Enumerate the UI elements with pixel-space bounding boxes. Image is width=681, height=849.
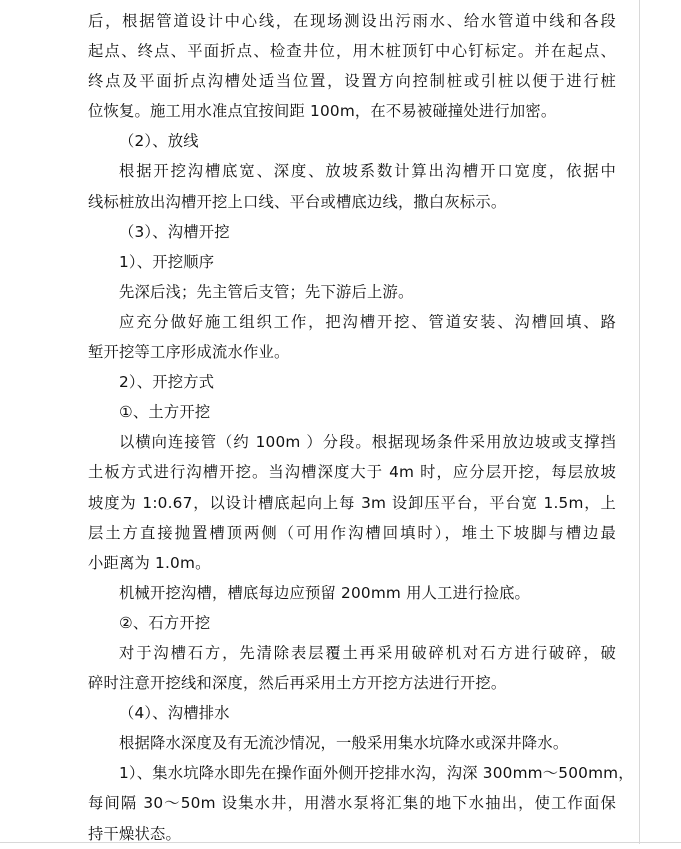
paragraph-first-line: 应充分做好施工组织工作，把沟槽开挖、管道安装、沟槽回填、路: [119, 312, 616, 331]
section-heading: ②、石方开挖: [119, 613, 211, 632]
section-heading: （3）、沟槽开挖: [119, 222, 230, 241]
paragraph-last-line: 持干燥状态。: [88, 824, 181, 843]
paragraph-last-line: 碎时注意开挖线和深度，然后再采用土方开挖方法进行开挖。: [88, 674, 507, 693]
paragraph-last-line: 小距离为 1.0m。: [88, 553, 211, 572]
paragraph-last-line: 线标桩放出沟槽开挖上口线、平台或槽底边线，撒白灰标示。: [88, 192, 507, 211]
paragraph-line: 层土方直接抛置槽顶两侧（可用作沟槽回填时），堆土下坡脚与槽边最: [88, 523, 616, 542]
paragraph-line: 终点及平面折点沟槽处适当位置，设置方向控制桩或引桩以便于进行桩: [88, 72, 616, 91]
paragraph-last-line: 位恢复。施工用水准点宜按间距 100m，在不易被碰撞处进行加密。: [88, 102, 557, 121]
paragraph-first-line: 以横向连接管（约 100m ）分段。根据现场条件采用放边坡或支撑挡: [119, 433, 616, 452]
document-body: [88, 6, 634, 849]
paragraph-line: 后，根据管道设计中心线，在现场测设出污雨水、给水管道中线和各段: [88, 12, 616, 30]
page-border-right: [639, 0, 640, 844]
section-heading: 1）、开挖顺序: [119, 252, 215, 271]
paragraph-first-line: 根据开挖沟槽底宽、深度、放坡系数计算出沟槽开口宽度，依据中: [119, 162, 616, 181]
paragraph-line: 机械开挖沟槽，槽底每边应预留 200mm 用人工进行捡底。: [119, 583, 531, 602]
paragraph-line: 根据降水深度及有无流沙情况，一般采用集水坑降水或深井降水。: [119, 734, 569, 753]
section-heading: ①、土方开挖: [119, 403, 211, 422]
paragraph-line: 起点、终点、平面折点、检查井位，用木桩顶钉中心钉标定。并在起点、: [88, 42, 616, 61]
section-heading: （2）、放线: [119, 132, 199, 151]
paragraph-last-line: 堑开挖等工序形成流水作业。: [88, 343, 290, 362]
paragraph-first-line: 对于沟槽石方，先清除表层覆土再采用破碎机对石方进行破碎，破: [119, 643, 616, 662]
paragraph-line: 每间隔 30～50m 设集水井，用潜水泵将汇集的地下水抽出，使工作面保: [88, 794, 616, 813]
paragraph-line: 坡度为 1:0.67，以设计槽底起向上每 3m 设卸压平台，平台宽 1.5m，上: [88, 493, 616, 512]
paragraph-first-line: 1）、集水坑降水即先在操作面外侧开挖排水沟，沟深 300mm～500mm，: [119, 764, 634, 783]
paragraph-line: 土板方式进行沟槽开挖。当沟槽深度大于 4m 时，应分层开挖，每层放坡: [88, 463, 616, 482]
section-heading: （4）、沟槽排水: [119, 704, 230, 723]
section-heading: 2）、开挖方式: [119, 373, 215, 392]
paragraph-line: 先深后浅；先主管后支管；先下游后上游。: [119, 282, 414, 301]
